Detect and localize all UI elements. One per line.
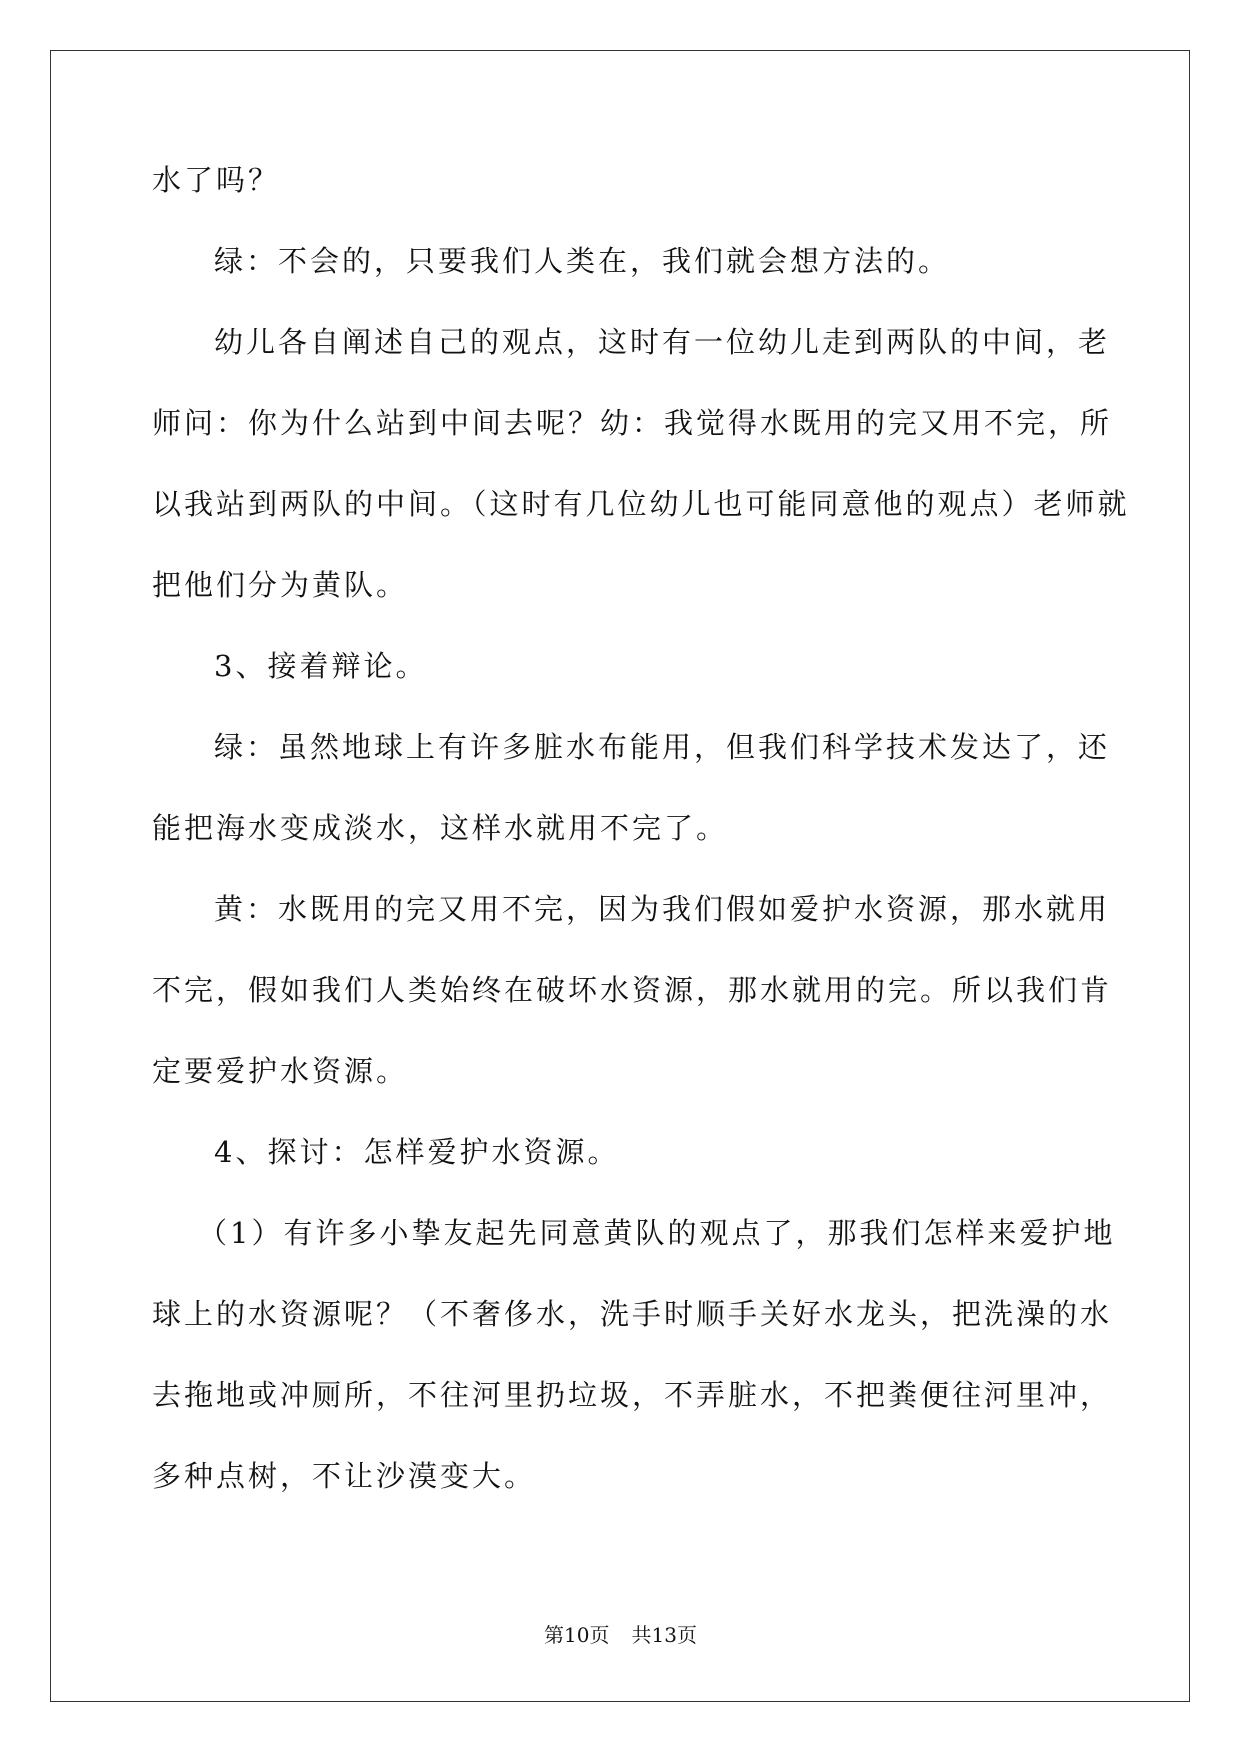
text-line: 3、接着辩论。 [214, 649, 428, 683]
text-line: 不完，假如我们人类始终在破坏水资源，那水就用的完。所以我们肯 [152, 973, 1113, 1007]
page-footer [0, 1623, 1241, 1647]
text-line: 绿：不会的，只要我们人类在，我们就会想方法的。 [214, 244, 951, 278]
text-line: 4、探讨：怎样爱护水资源。 [214, 1135, 620, 1169]
page-number: 第10页 [544, 1623, 610, 1647]
text-line: 多种点树，不让沙漠变大。 [152, 1459, 537, 1493]
text-line: 水了吗？ [152, 163, 281, 197]
text-line: 幼儿各自阐述自己的观点，这时有一位幼儿走到两队的中间，老 [214, 325, 1111, 359]
text-line: 球上的水资源呢？（不奢侈水，洗手时顺手关好水龙头，把洗澡的水 [152, 1297, 1113, 1331]
text-line: 去拖地或冲厕所，不往河里扔垃圾，不弄脏水，不把粪便往河里冲， [152, 1378, 1113, 1412]
text-line: 黄：水既用的完又用不完，因为我们假如爱护水资源，那水就用 [214, 892, 1111, 926]
text-line: 把他们分为黄队。 [152, 568, 409, 602]
text-line: 以我站到两队的中间。（这时有几位幼儿也可能同意他的观点）老师就 [152, 487, 1130, 521]
document-body [152, 162, 1130, 1539]
text-line: 能把海水变成淡水，这样水就用不完了。 [152, 811, 729, 845]
text-line: 绿：虽然地球上有许多脏水布能用，但我们科学技术发达了，还 [214, 730, 1111, 764]
page-total: 共13页 [631, 1623, 697, 1647]
text-line: 定要爱护水资源。 [152, 1054, 409, 1088]
text-line: 师问：你为什么站到中间去呢？幼：我觉得水既用的完又用不完，所 [152, 406, 1113, 440]
text-line: （1）有许多小挚友起先同意黄队的观点了，那我们怎样来爱护地 [198, 1216, 1116, 1250]
